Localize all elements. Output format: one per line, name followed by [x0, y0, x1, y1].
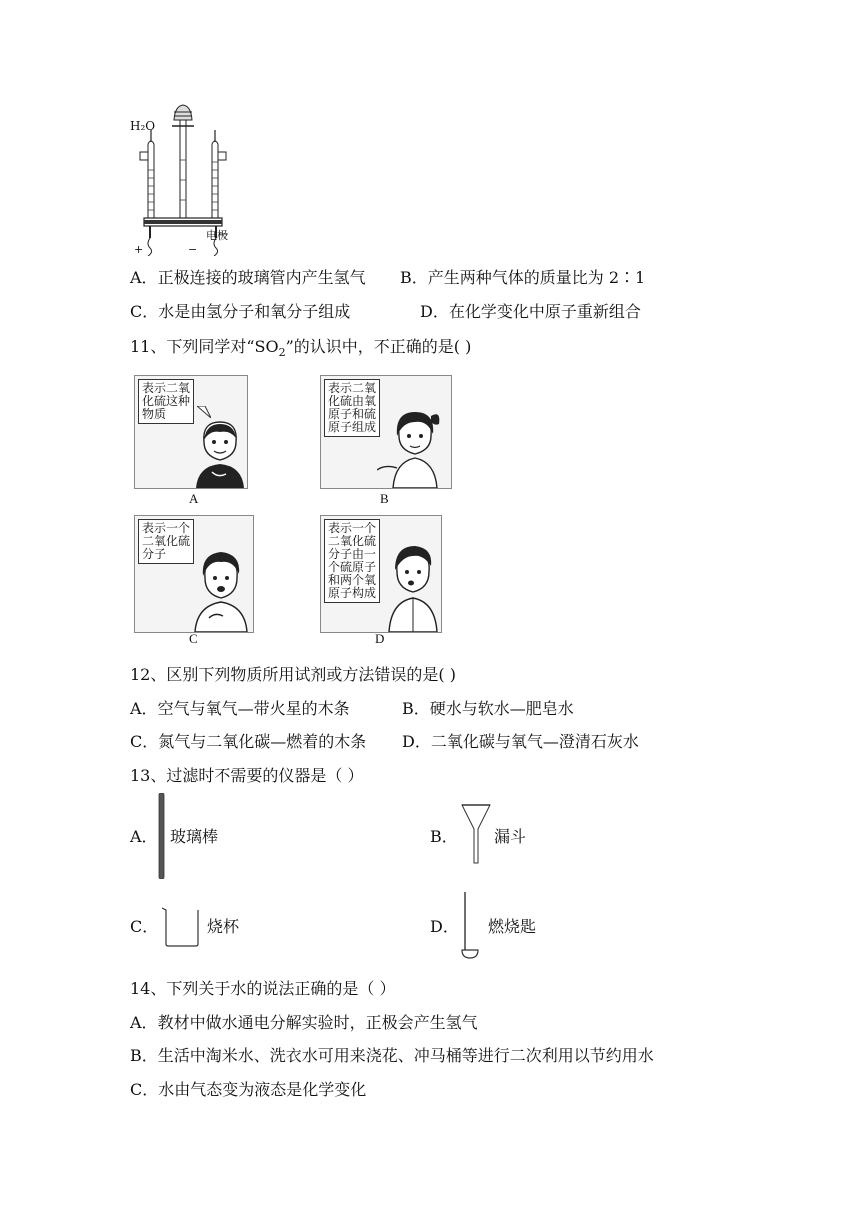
- q11-panel-c: [134, 515, 254, 633]
- q14-option-a: A．教材中做水通电分解实验时，正极会产生氢气: [130, 1013, 478, 1032]
- glass-rod-icon: [158, 793, 166, 879]
- student-boy-icon: [185, 548, 251, 632]
- q14-option-c: C．水由气态变为液态是化学变化: [130, 1080, 367, 1099]
- q10-option-c: C．水是由氢分子和氧分子组成: [130, 302, 351, 321]
- q12-option-a: A．空气与氧气—带火星的木条: [130, 699, 350, 718]
- q13-option-a-text: 玻璃棒: [170, 827, 219, 846]
- plus-label: +: [134, 243, 144, 256]
- beaker-icon: [160, 906, 202, 948]
- q10-option-b: B．产生两种气体的质量比为 2∶1: [400, 268, 646, 287]
- q10-option-d: D．在化学变化中原子重新组合: [420, 302, 641, 321]
- q12-option-d: D．二氧化碳与氧气—澄清石灰水: [402, 732, 639, 751]
- speech-bubble: 表示一个 二氧化硫 分子由一 个硫原子 和两个氧 原子构成: [324, 519, 380, 603]
- speech-bubble: 表示二氧 化硫这种 物质: [138, 379, 194, 424]
- student-girl-icon: [377, 406, 443, 488]
- q13-option-a-letter: A．: [130, 827, 158, 846]
- speech-bubble: 表示二氧 化硫由氧 原子和硫 原子组成: [324, 379, 380, 437]
- q13-option-d-text: 燃烧匙: [488, 917, 537, 936]
- speech-bubble: 表示一个 二氧化硫 分子: [138, 519, 194, 564]
- combustion-spoon-icon: [458, 892, 484, 960]
- q11-caption-c: C: [189, 631, 198, 646]
- q13-option-d-letter: D．: [430, 917, 459, 936]
- student-boy-icon: [190, 416, 246, 488]
- q13-option-b-text: 漏斗: [494, 827, 527, 846]
- minus-label: −: [188, 243, 198, 256]
- q11-caption-a: A: [189, 491, 199, 506]
- q13-option-c-text: 烧杯: [207, 917, 240, 936]
- q12-option-b: B．硬水与软水—肥皂水: [402, 699, 574, 718]
- q13-stem: 13、过滤时不需要的仪器是（ ）: [130, 766, 364, 785]
- q12-option-c: C．氮气与二氧化碳—燃着的木条: [130, 732, 367, 751]
- q13-option-b-letter: B．: [430, 827, 458, 846]
- q11-panel-a: [134, 375, 248, 489]
- q11-caption-d: D: [375, 631, 385, 646]
- q10-option-a: A．正极连接的玻璃管内产生氢气: [130, 268, 366, 287]
- student-boy-icon: [383, 542, 441, 632]
- q14-option-b: B．生活中淘米水、洗衣水可用来浇花、冲马桶等进行二次利用以节约用水: [130, 1046, 654, 1065]
- q11-panel-b: [320, 375, 452, 489]
- q11-caption-b: B: [380, 491, 389, 506]
- q14-stem: 14、下列关于水的说法正确的是（ ）: [130, 979, 396, 998]
- q11-panel-d: [320, 515, 442, 633]
- q13-option-c-letter: C．: [130, 917, 159, 936]
- q11-stem: 11、下列同学对“$SO_2$”的认识中，不正确的是( ): [130, 337, 472, 360]
- h2o-label: H₂O: [130, 119, 156, 133]
- q12-stem: 12、区别下列物质所用试剂或方法错误的是( ): [130, 665, 456, 684]
- funnel-icon: [460, 803, 492, 865]
- electrode-label: 电极: [206, 229, 228, 242]
